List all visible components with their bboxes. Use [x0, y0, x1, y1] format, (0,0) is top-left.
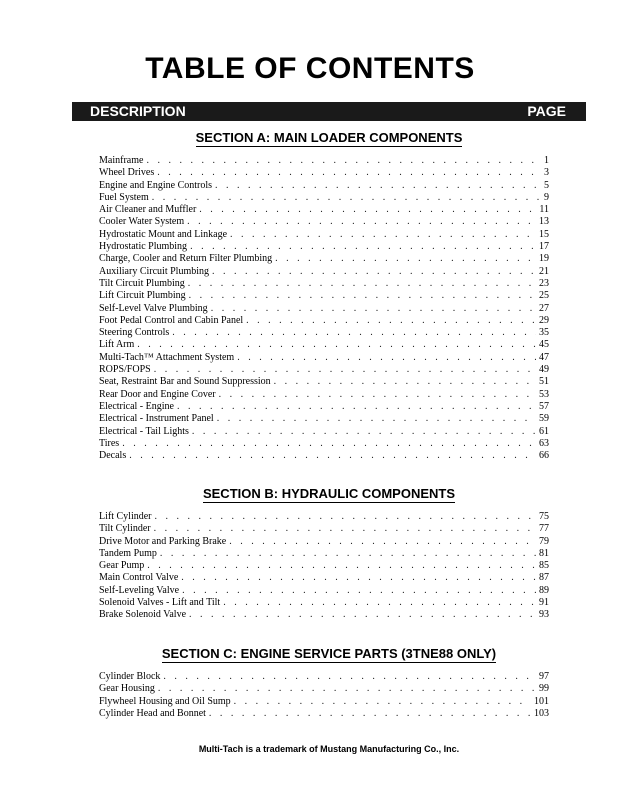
toc-entry[interactable]: [99, 241, 549, 253]
toc-entry-label: Foot Pedal Control and Cabin Panel: [99, 314, 244, 326]
page-column-header: PAGE: [527, 103, 566, 119]
toc-entry[interactable]: [99, 696, 549, 708]
dot-leader: [137, 339, 536, 351]
toc-entry-page: 13: [539, 216, 549, 228]
toc-entry-page: 103: [534, 707, 549, 719]
dot-leader: [160, 548, 536, 560]
toc-entry-label: Decals: [99, 450, 127, 462]
toc-entry[interactable]: [99, 253, 549, 265]
toc-entry[interactable]: [99, 438, 549, 450]
toc-entry[interactable]: [99, 204, 549, 216]
toc-entry-page: 61: [539, 425, 549, 437]
toc-entry-page: 25: [539, 290, 549, 302]
dot-leader: [234, 696, 531, 708]
toc-entry-page: 47: [539, 351, 549, 363]
dot-leader: [155, 511, 537, 523]
toc-entry-page: 23: [539, 277, 549, 289]
dot-leader: [154, 523, 536, 535]
toc-entry[interactable]: [99, 536, 549, 548]
toc-entry-page: 97: [539, 671, 549, 682]
toc-entry-label: Tilt Cylinder: [99, 523, 151, 535]
toc-entry-page: 101: [534, 695, 549, 707]
trademark-footer: Multi-Tach is a trademark of Mustang Manufacturing Co., Inc.: [198, 744, 460, 754]
toc-entry-label: Hydrostatic Mount and Linkage: [99, 228, 228, 240]
toc-entry-label: Gear Pump: [99, 560, 145, 572]
toc-entry-label: ROPS/FOPS: [99, 364, 151, 376]
toc-entry-label: Brake Solenoid Valve: [99, 609, 187, 621]
toc-entry-label: Lift Arm: [99, 339, 135, 351]
toc-entry-label: Cooler Water System: [99, 216, 185, 228]
dot-leader: [187, 216, 536, 228]
dot-leader: [181, 572, 536, 584]
toc-entry[interactable]: [99, 548, 549, 560]
toc-entry-page: 75: [539, 511, 549, 522]
toc-entry[interactable]: [99, 597, 549, 609]
toc-entry-page: 91: [539, 597, 549, 609]
toc-entry-page: 51: [539, 376, 549, 388]
toc-entry-label: Gear Housing: [99, 683, 155, 695]
dot-leader: [172, 327, 536, 339]
toc-entry-label: Lift Cylinder: [99, 511, 152, 522]
dot-leader: [154, 364, 536, 376]
dot-leader: [211, 303, 536, 315]
dot-leader: [274, 376, 536, 388]
toc-entry-page: 49: [539, 364, 549, 376]
section-c-title: SECTION C: ENGINE SERVICE PARTS (3TNE88 ONLY): [161, 646, 497, 661]
dot-leader: [223, 597, 536, 609]
dot-leader: [146, 155, 541, 167]
toc-entry-page: 29: [539, 314, 549, 326]
toc-entry-page: 1: [544, 155, 549, 166]
toc-entry-label: Electrical - Tail Lights: [99, 425, 189, 437]
page-title: TABLE OF CONTENTS: [145, 52, 475, 85]
toc-entry[interactable]: [99, 167, 549, 179]
toc-entry-label: Steering Controls: [99, 327, 170, 339]
toc-entry-label: Hydrostatic Plumbing: [99, 241, 188, 253]
toc-entry-label: Main Control Valve: [99, 572, 179, 584]
toc-entry-page: 99: [539, 683, 549, 695]
toc-entry[interactable]: [99, 229, 549, 241]
toc-entry-page: 81: [539, 547, 549, 559]
dot-leader: [188, 278, 536, 290]
toc-entry-label: Cylinder Head and Bonnet: [99, 707, 206, 719]
toc-entry[interactable]: [99, 315, 549, 327]
dot-leader: [209, 708, 531, 720]
toc-entry[interactable]: [99, 609, 549, 621]
toc-entry[interactable]: [99, 327, 549, 339]
toc-entry-label: Electrical - Instrument Panel: [99, 413, 214, 425]
toc-entry-page: 77: [539, 523, 549, 535]
toc-entry-label: Cylinder Block: [99, 671, 161, 682]
toc-entry[interactable]: [99, 364, 549, 376]
toc-entry[interactable]: [99, 303, 549, 315]
toc-entry-label: Drive Motor and Parking Brake: [99, 535, 227, 547]
toc-entry-page: 3: [544, 167, 549, 179]
column-header-bar: [72, 102, 586, 121]
dot-leader: [190, 241, 536, 253]
toc-entry[interactable]: [99, 278, 549, 290]
toc-entry-page: 57: [539, 400, 549, 412]
toc-entry[interactable]: [99, 352, 549, 364]
dot-leader: [158, 683, 536, 695]
toc-entry-label: Self-Level Valve Plumbing: [99, 302, 208, 314]
toc-entry[interactable]: [99, 155, 549, 167]
toc-entry-page: 53: [539, 388, 549, 400]
section-a-list: [99, 155, 549, 462]
dot-leader: [192, 426, 536, 438]
section-b-list: [99, 511, 549, 622]
toc-entry[interactable]: [99, 401, 549, 413]
toc-entry-page: 89: [539, 584, 549, 596]
dot-leader: [189, 290, 536, 302]
toc-entry-label: Flywheel Housing and Oil Sump: [99, 695, 231, 707]
dot-leader: [237, 352, 536, 364]
toc-entry-page: 87: [539, 572, 549, 584]
toc-entry-label: Lift Circuit Plumbing: [99, 290, 186, 302]
dot-leader: [199, 204, 536, 216]
toc-entry-page: 66: [539, 450, 549, 462]
toc-entry-label: Seat, Restraint Bar and Sound Suppression: [99, 376, 271, 388]
dot-leader: [246, 315, 536, 327]
toc-entry[interactable]: [99, 671, 549, 683]
dot-leader: [217, 413, 536, 425]
dot-leader: [189, 609, 536, 621]
dot-leader: [229, 536, 536, 548]
toc-entry-label: Self-Leveling Valve: [99, 584, 180, 596]
toc-entry-page: 5: [544, 179, 549, 191]
toc-entry-page: 21: [539, 265, 549, 277]
dot-leader: [122, 438, 536, 450]
toc-entry[interactable]: [99, 290, 549, 302]
toc-entry-page: 11: [539, 204, 549, 216]
dot-leader: [212, 266, 536, 278]
section-b-title: SECTION B: HYDRAULIC COMPONENTS: [202, 486, 456, 501]
toc-entry[interactable]: [99, 585, 549, 597]
section-a-title: SECTION A: MAIN LOADER COMPONENTS: [195, 130, 463, 145]
dot-leader: [182, 585, 536, 597]
toc-entry-page: 59: [539, 413, 549, 425]
toc-entry-label: Fuel System: [99, 191, 149, 203]
toc-entry-page: 15: [539, 228, 549, 240]
toc-entry[interactable]: [99, 180, 549, 192]
toc-entry[interactable]: [99, 523, 549, 535]
toc-entry-label: Multi-Tach™ Attachment System: [99, 351, 235, 363]
toc-entry-page: 93: [539, 609, 549, 621]
toc-entry-page: 79: [539, 535, 549, 547]
dot-leader: [275, 253, 536, 265]
toc-entry[interactable]: [99, 560, 549, 572]
toc-entry[interactable]: [99, 572, 549, 584]
toc-entry[interactable]: [99, 413, 549, 425]
toc-entry-label: Charge, Cooler and Return Filter Plumbing: [99, 253, 273, 265]
dot-leader: [152, 192, 541, 204]
toc-entry-page: 17: [539, 241, 549, 253]
toc-entry[interactable]: [99, 511, 549, 523]
toc-entry-page: 9: [544, 191, 549, 203]
toc-entry[interactable]: [99, 266, 549, 278]
toc-entry[interactable]: [99, 683, 549, 695]
toc-entry[interactable]: [99, 376, 549, 388]
toc-entry[interactable]: [99, 216, 549, 228]
dot-leader: [219, 389, 536, 401]
toc-entry-page: 63: [539, 437, 549, 449]
dot-leader: [147, 560, 536, 572]
toc-entry-page: 19: [539, 253, 549, 265]
toc-entry-page: 35: [539, 327, 549, 339]
toc-entry[interactable]: [99, 389, 549, 401]
dot-leader: [177, 401, 536, 413]
toc-entry-label: Auxiliary Circuit Plumbing: [99, 265, 209, 277]
dot-leader: [215, 180, 541, 192]
toc-entry[interactable]: [99, 192, 549, 204]
toc-entry-label: Solenoid Valves - Lift and Tilt: [99, 597, 221, 609]
toc-entry-page: 45: [539, 339, 549, 351]
toc-entry[interactable]: [99, 450, 549, 462]
dot-leader: [230, 229, 536, 241]
toc-entry-label: Air Cleaner and Muffler: [99, 204, 197, 216]
toc-entry-label: Tires: [99, 437, 120, 449]
toc-entry[interactable]: [99, 708, 549, 720]
toc-entry[interactable]: [99, 426, 549, 438]
toc-entry-label: Engine and Engine Controls: [99, 179, 213, 191]
toc-entry-label: Tandem Pump: [99, 547, 157, 559]
dot-leader: [157, 167, 541, 179]
toc-entry-label: Tilt Circuit Plumbing: [99, 277, 185, 289]
description-column-header: DESCRIPTION: [90, 103, 186, 119]
toc-entry-page: 85: [539, 560, 549, 572]
toc-entry[interactable]: [99, 339, 549, 351]
dot-leader: [129, 450, 536, 462]
toc-entry-label: Rear Door and Engine Cover: [99, 388, 216, 400]
toc-entry-label: Wheel Drives: [99, 167, 155, 179]
toc-entry-page: 27: [539, 302, 549, 314]
section-c-list: [99, 671, 549, 720]
dot-leader: [163, 671, 536, 683]
toc-entry-label: Electrical - Engine: [99, 400, 174, 412]
toc-entry-label: Mainframe: [99, 155, 144, 166]
